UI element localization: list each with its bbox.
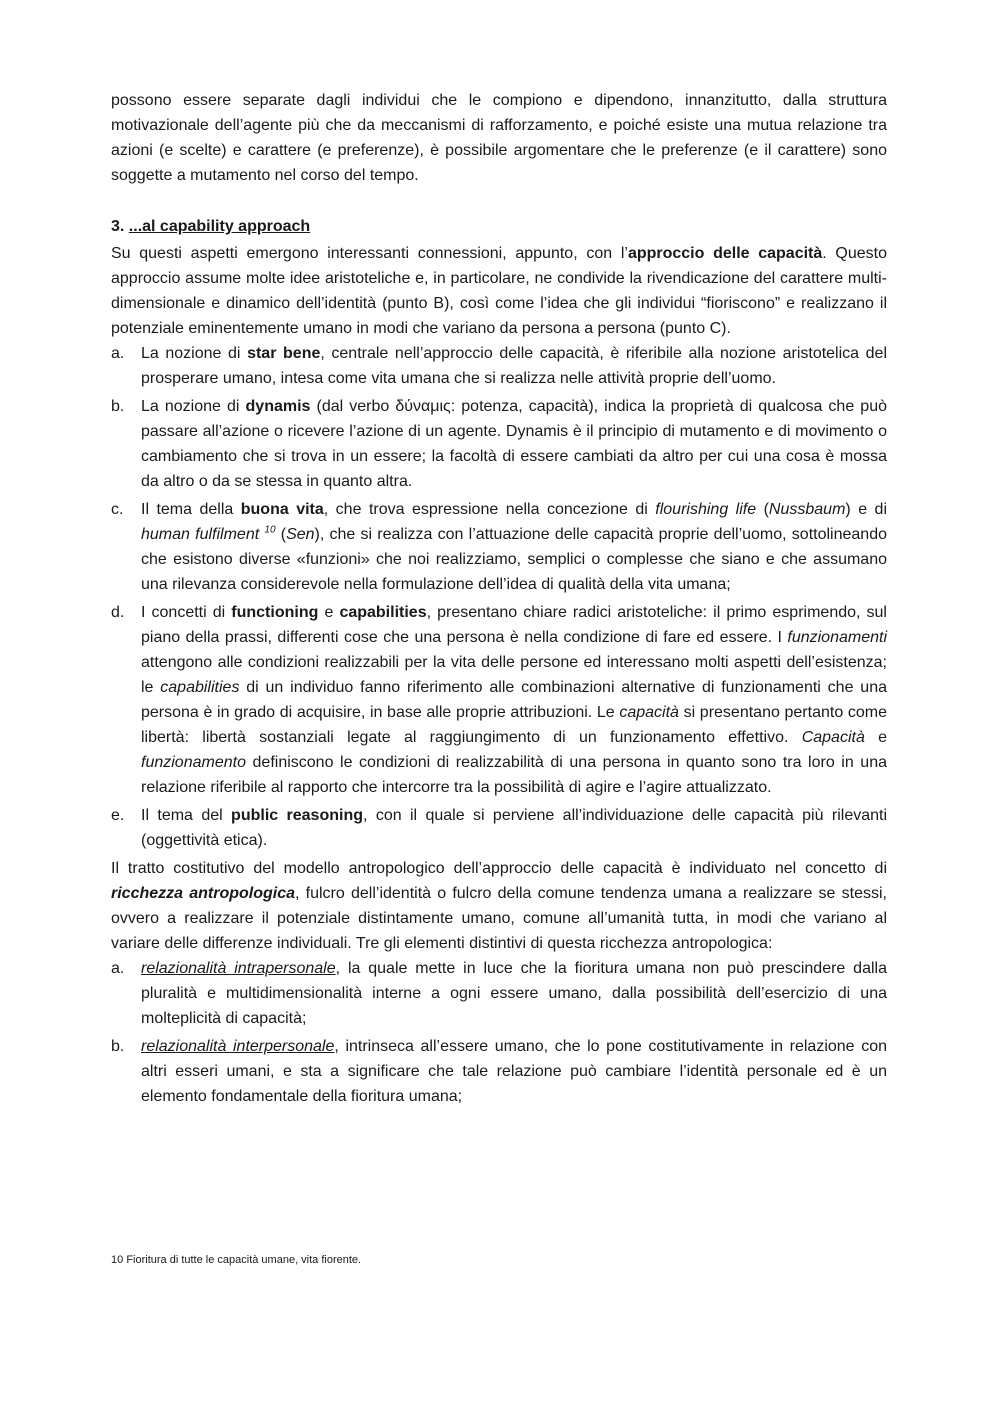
text-run: Il tratto costitutivo del modello antropologico dell’approccio delle capacità è individuato nel concetto di <box>111 860 887 877</box>
italic-term: Nussbaum <box>768 501 846 518</box>
text-run: di un individuo fanno riferimento alle combinazioni alternative di funzionamenti che una persona è in grado di acquisire, in base alle proprie attribuzioni. Le <box>141 679 887 721</box>
text-run: ), che si realizza con l’attuazione delle capacità proprie dell’uomo, sottolineando che esistono diverse «funzioni» che noi realizziamo, semplici o complesse che siano e che assumano una rilevanza considerevole nella formulazione dell’idea di qualità della vita umana; <box>141 526 887 593</box>
list-item <box>111 341 887 391</box>
text-run: definiscono le condizioni di realizzabilità di una persona in quanto sono tra loro in una relazione riferibile al rapporto che intercorre tra la possibilità di agire e l’agire attualizzato. <box>141 754 887 796</box>
text-run: Il tema della <box>141 501 241 518</box>
text-run: La nozione di <box>141 345 248 362</box>
list-aristotelian-ideas <box>111 341 887 853</box>
text-run: ) e di <box>845 501 888 518</box>
bold-term: functioning <box>231 604 319 621</box>
section-title: ...al capability approach <box>128 218 311 235</box>
footnote-text: Fioritura di tutte le capacità umane, vita fiorente. <box>126 1254 362 1266</box>
italic-term: flourishing life <box>655 501 757 518</box>
italic-term: capacità <box>619 704 679 721</box>
list-distinctive-elements <box>111 956 887 1109</box>
section-number: 3. <box>111 218 125 235</box>
page-body <box>111 88 887 1112</box>
list-item <box>111 497 887 597</box>
text-run: Su questi aspetti emergono interessanti connessioni, appunto, con l’ <box>111 245 628 262</box>
italic-term: funzionamenti <box>787 629 887 646</box>
text-run: La nozione di <box>141 398 246 415</box>
text-run: , intrinseca all’essere umano, che lo pone costitutivamente in relazione con altri esseri umani, e sta a significare che tale relazione può cambiare l’identità personale ed è un elemento fondamentale della fioritura umana; <box>141 1038 887 1105</box>
text-run: e <box>318 604 340 621</box>
text-run: , con il quale si perviene all’individuazione delle capacità più rilevanti (oggettività etica). <box>141 807 888 849</box>
italic-term: Capacità <box>801 729 865 746</box>
bold-term: dynamis <box>245 398 311 415</box>
list-marker: b. <box>111 1038 125 1055</box>
text-run: , presentano chiare radici aristoteliche: il primo esprimendo, sul piano della prassi, differenti cose che una persona è nella condizione di fare ed essere. I <box>141 604 887 646</box>
text-run: , che trova espressione nella concezione di <box>323 501 656 518</box>
list-item <box>111 956 887 1031</box>
list-marker: e. <box>111 807 125 824</box>
text-run: attengono alle condizioni realizzabili per la vita delle persone ed interessano molti aspetti dell’esistenza; le <box>141 654 887 696</box>
footnote-number: 10 <box>111 1254 124 1266</box>
footnote-reference[interactable]: 10 <box>264 524 276 536</box>
italic-term: capabilities <box>160 679 240 696</box>
italic-term: Sen <box>286 526 315 543</box>
list-marker: d. <box>111 604 125 621</box>
paragraph-anthropological-richness <box>111 856 887 956</box>
italic-term: human fulfilment <box>141 526 260 543</box>
bold-term: public reasoning <box>231 807 363 824</box>
text-run: e <box>864 729 888 746</box>
list-item <box>111 394 887 494</box>
list-marker: a. <box>111 345 125 362</box>
underlined-term: relazionalità interpersonale <box>141 1038 335 1055</box>
bold-term: approccio delle capacità <box>627 245 823 262</box>
text-run: , centrale nell’approccio delle capacità, è riferibile alla nozione aristotelica del prosperare umano, intesa come vita umana che si realizza nelle attività proprie dell’uomo. <box>141 345 888 387</box>
text-run: ( <box>275 526 287 543</box>
text-run: I concetti di <box>141 604 232 621</box>
underlined-term: relazionalità intrapersonale <box>141 960 336 977</box>
bold-italic-term: ricchezza antropologica <box>111 885 296 902</box>
intro-paragraph: possono essere separate dagli individui che le compiono e dipendono, innanzitutto, dalla struttura motivazionale dell’agente più che da meccanismi di rafforzamento, e poiché esiste una mutua relazione tra azioni (e scelte) e carattere (e preferenze), è possibile argomentare che le preferenze (e il carattere) sono soggette a mutamento nel corso del tempo. <box>111 92 887 184</box>
list-item <box>111 803 887 853</box>
list-marker: c. <box>111 501 124 518</box>
list-marker: a. <box>111 960 125 977</box>
italic-term: funzionamento <box>141 754 246 771</box>
text-run: . Questo approccio assume molte idee aristoteliche e, in particolare, ne condivide la rivendicazione del carattere multi-dimensionale e dinamico dell’identità (punto B), così come l’idea che gli individui “fioriscono” e realizzano il potenziale eminentemente umano in modi che variano da persona a persona (punto C). <box>111 245 888 337</box>
bold-term: star bene <box>247 345 321 362</box>
list-item <box>111 1034 887 1109</box>
footnote <box>111 1253 887 1267</box>
list-marker: b. <box>111 398 125 415</box>
text-run: (dal verbo δύναμις: potenza, capacità), indica la proprietà di qualcosa che può passare all’azione o ricevere l’azione di un agente. Dynamis è il principio di mutamento e di movimento o cambiamento che si trova in un essere; la facoltà di essere cambiati da altro per cui una cosa è mossa da altro o da se stessa in quanto altra. <box>141 398 887 490</box>
text-run: Il tema del <box>141 807 232 824</box>
text-run: , fulcro dell’identità o fulcro della comune tendenza umana a realizzare se stessi, ovvero a realizzare il potenziale distintamente umano, comune all’umanità tutta, in modi che variano al variare delle differenze individuali. Tre gli elementi distintivi di questa ricchezza antropologica: <box>111 885 887 952</box>
bold-term: buona vita <box>240 501 324 518</box>
text-run: ( <box>756 501 769 518</box>
paragraph-capability-approach <box>111 241 887 341</box>
text-run: , la quale mette in luce che la fioritura umana non può prescindere dalla pluralità e multidimensionalità interne a ogni essere umano, dalla possibilità dell’esercizio di una molteplicità di capacità; <box>141 960 887 1027</box>
text-run: si presentano pertanto come libertà: libertà sostanziali legate al raggiungimento di un funzionamento effettivo. <box>141 704 888 746</box>
section-heading <box>111 214 887 239</box>
bold-term: capabilities <box>339 604 427 621</box>
list-item <box>111 600 887 800</box>
